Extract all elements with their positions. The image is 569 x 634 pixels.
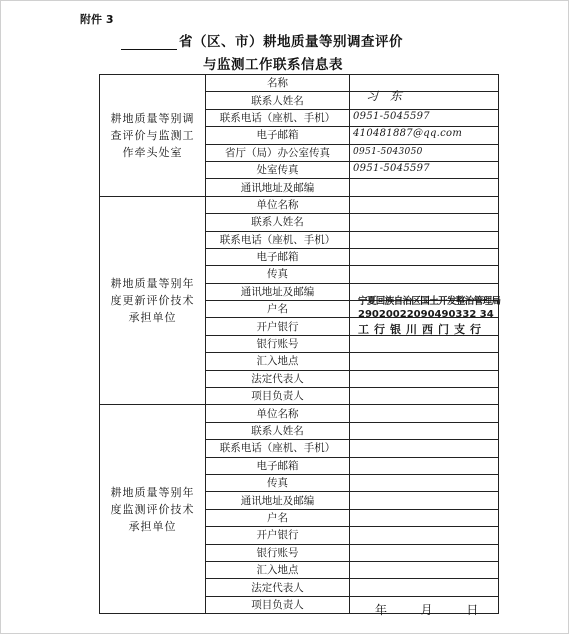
field-label: 联系电话（座机、手机） (206, 231, 350, 248)
field-value[interactable] (350, 231, 499, 248)
field-value[interactable] (350, 214, 499, 231)
province-blank[interactable] (121, 35, 177, 50)
handwritten-office-fax: 0951-5043050 (353, 146, 423, 157)
date-line (375, 601, 480, 618)
field-label: 传真 (206, 266, 350, 283)
form-title-text: 省（区、市）耕地质量等别调查评价 (179, 34, 403, 50)
field-value[interactable] (350, 509, 499, 526)
field-value[interactable] (350, 492, 499, 509)
field-value[interactable] (350, 127, 499, 144)
field-value[interactable] (350, 474, 499, 491)
contact-info-table (99, 74, 499, 614)
field-value[interactable] (350, 144, 499, 161)
field-label: 联系人姓名 (206, 92, 350, 109)
table-row (100, 196, 499, 213)
field-label: 联系电话（座机、手机） (206, 109, 350, 126)
field-label: 法定代表人 (206, 579, 350, 596)
field-value[interactable] (350, 109, 499, 126)
field-value[interactable] (350, 561, 499, 578)
attachment-label: 附件 3 (80, 13, 114, 26)
stamp-account-name: 宁夏回族自治区国土开发整治管理局 (358, 296, 501, 307)
field-label: 项目负责人 (206, 596, 350, 613)
field-label: 开户银行 (206, 318, 350, 335)
field-label: 银行账号 (206, 335, 350, 352)
field-value[interactable] (350, 405, 499, 422)
field-label: 汇入地点 (206, 353, 350, 370)
date-day: 日 (466, 603, 481, 617)
stamp-account-number: 29020022090490332 34 (358, 309, 494, 320)
field-value[interactable] (350, 422, 499, 439)
form-title-line1 (121, 30, 461, 50)
form-title-line2: 与监测工作联系信息表 (203, 57, 343, 73)
handwritten-division-fax: 0951-5045597 (353, 162, 430, 174)
field-label: 法定代表人 (206, 370, 350, 387)
field-label: 电子邮箱 (206, 457, 350, 474)
field-label: 名称 (206, 75, 350, 92)
field-label: 单位名称 (206, 405, 350, 422)
field-value[interactable] (350, 388, 499, 405)
group-label-lead-office: 耕地质量等别调查评价与监测工作牵头处室 (100, 75, 206, 197)
field-value[interactable] (350, 179, 499, 196)
field-label: 联系人姓名 (206, 214, 350, 231)
field-label: 银行账号 (206, 544, 350, 561)
field-label: 联系电话（座机、手机） (206, 440, 350, 457)
field-label: 户名 (206, 509, 350, 526)
field-value[interactable] (350, 266, 499, 283)
group-label-update-unit: 耕地质量等别年度更新评价技术承担单位 (100, 196, 206, 405)
field-value[interactable] (350, 353, 499, 370)
group-label-monitoring-unit: 耕地质量等别年度监测评价技术承担单位 (100, 405, 206, 614)
field-label: 省厅（局）办公室传真 (206, 144, 350, 161)
field-value[interactable] (350, 161, 499, 178)
handwritten-contact-name: 习 东 (366, 89, 406, 104)
stamp-bank-name: 工行银川西门支行 (358, 323, 486, 336)
field-label: 通讯地址及邮编 (206, 179, 350, 196)
field-label: 汇入地点 (206, 561, 350, 578)
field-label: 单位名称 (206, 196, 350, 213)
field-label: 联系人姓名 (206, 422, 350, 439)
field-value[interactable] (350, 196, 499, 213)
field-value[interactable] (350, 370, 499, 387)
date-month: 月 (420, 603, 435, 617)
field-label: 项目负责人 (206, 388, 350, 405)
table-row (100, 405, 499, 422)
field-value[interactable] (350, 527, 499, 544)
field-value[interactable] (350, 544, 499, 561)
field-label: 户名 (206, 301, 350, 318)
bank-info-stamp (358, 295, 518, 336)
handwritten-phone: 0951-5045597 (353, 110, 430, 122)
field-label: 通讯地址及邮编 (206, 283, 350, 300)
handwritten-email: 410481887@qq.com (353, 128, 463, 140)
field-value[interactable] (350, 248, 499, 265)
table-row (100, 75, 499, 92)
field-value[interactable] (350, 335, 499, 352)
field-value[interactable] (350, 89, 499, 109)
field-label: 传真 (206, 474, 350, 491)
field-value[interactable] (350, 457, 499, 474)
field-label: 电子邮箱 (206, 248, 350, 265)
field-label: 处室传真 (206, 161, 350, 178)
field-label: 电子邮箱 (206, 127, 350, 144)
field-label: 开户银行 (206, 527, 350, 544)
field-value[interactable] (350, 440, 499, 457)
field-label: 通讯地址及邮编 (206, 492, 350, 509)
field-value[interactable] (350, 579, 499, 596)
date-year: 年 (375, 603, 390, 617)
